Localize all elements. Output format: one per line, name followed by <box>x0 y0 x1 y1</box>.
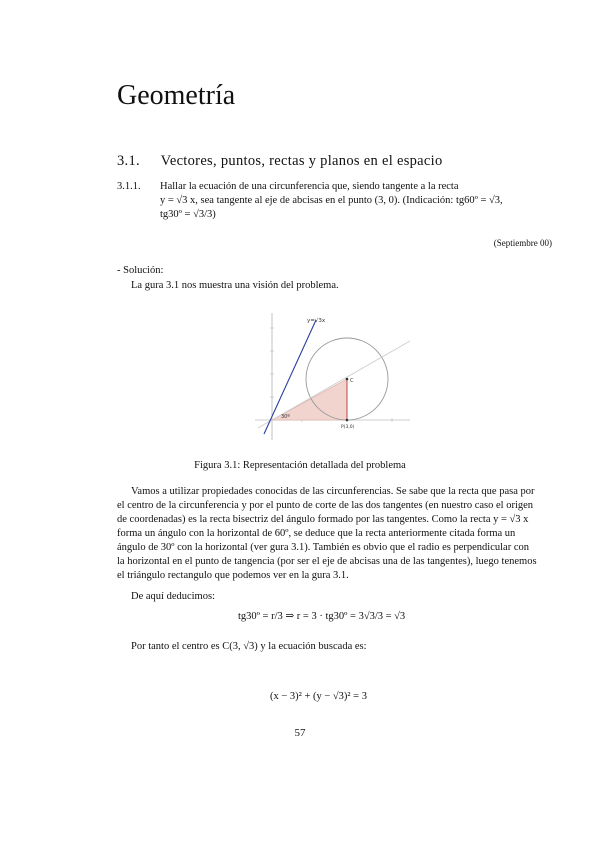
intro-text: La gura 3.1 nos muestra una visión del problema. <box>131 280 339 291</box>
line-label: y=√3x <box>307 318 326 324</box>
body-line-5: ángulo de 30º con la horizontal (ver gura 3.1). También es obvio que el radio es perpendicular con <box>117 542 529 553</box>
angle-label: 30º <box>281 414 290 420</box>
tangency-point <box>346 419 349 422</box>
equation-radius: tg30º = r/3 ⇒ r = 3 · tg30º = 3√3/3 = √3 <box>238 611 406 622</box>
chapter-title: Geometría <box>117 80 236 111</box>
body-line-3: de coordenadas) es la recta bisectriz del ángulo formado por las tangentes. Como la recta y = √3 x <box>117 514 529 525</box>
page-number: 57 <box>294 727 306 739</box>
problem-line-2: y = √3 x, sea tangente al eje de abcisas en el punto (3, 0). (Indicación: tg60º = √3, <box>160 195 503 206</box>
centre-text: Por tanto el centro es C(3, √3) y la ecuación buscada es: <box>131 641 367 652</box>
section-title: Vectores, puntos, rectas y planos en el espacio <box>160 153 443 169</box>
body-line-4: forma un ángulo con la horizontal de 60º, se deduce que la recta anteriormente citada forma un <box>117 528 516 539</box>
solution-label: - Solución: <box>117 265 164 276</box>
section-heading <box>117 153 443 170</box>
body-line-7: el triángulo rectangulo que podemos ver en la gura 3.1. <box>117 570 349 581</box>
body-paragraph <box>117 485 551 583</box>
body-line-6: la horizontal en el punto de tangencia (por ser el eje de abcisas una de las tangentes), luego tenemos <box>117 556 537 567</box>
figure-caption: Figura 3.1: Representación detallada del problema <box>194 460 406 471</box>
center-label: C <box>350 378 354 384</box>
problem-figure <box>250 308 410 443</box>
point-label: P(3,0) <box>341 425 355 430</box>
problem-line-3: tg30º = √3/3) <box>160 209 216 220</box>
equation-circle: (x − 3)² + (y − √3)² = 3 <box>270 691 367 702</box>
problem-number: 3.1.1. <box>117 181 141 192</box>
problem-statement <box>160 180 550 222</box>
section-number: 3.1. <box>117 153 140 169</box>
exam-date: (Septiembre 00) <box>493 238 552 248</box>
deduce-label: De aquí deducimos: <box>131 591 215 602</box>
body-line-1: Vamos a utilizar propiedades conocidas de las circunferencias. Se sabe que la recta que pasa por <box>131 486 535 497</box>
problem-line-1: Hallar la ecuación de una circunferencia que, siendo tangente a la recta <box>160 181 459 192</box>
body-line-2: el centro de la circunferencia y por el punto de corte de las dos tangentes (en nuestro caso el origen <box>117 500 534 511</box>
center-point <box>346 378 349 381</box>
